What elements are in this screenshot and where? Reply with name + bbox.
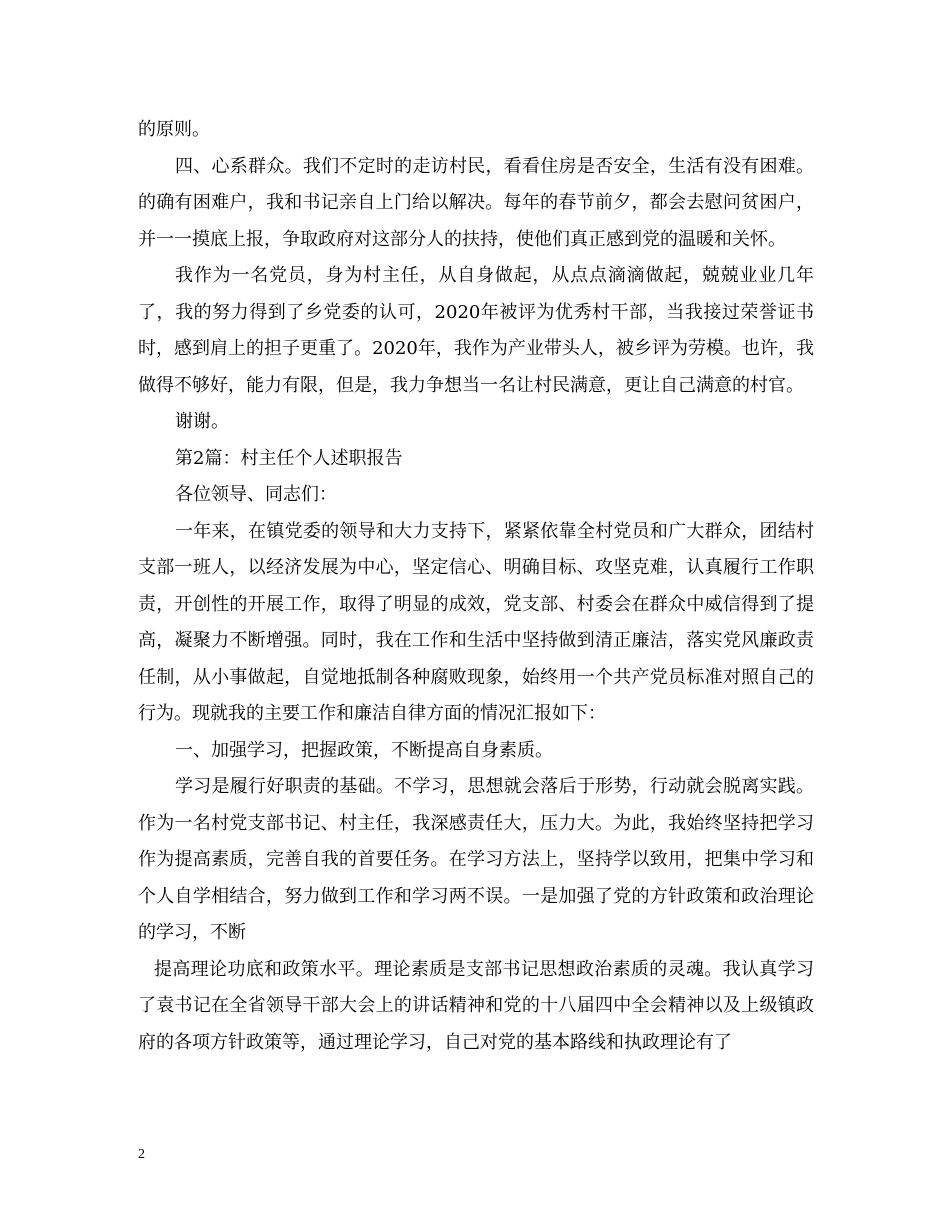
paragraph-theory-level: 提高理论功底和政策水平。理论素质是支部书记思想政治素质的灵魂。我认真学习了袁书记在全省领导干部大会上的讲话精神和党的十八届四中全会精神以及上级镇政府的各项方针政策等，通过理论学习，自己对党的基本路线和执政理论有了 xyxy=(138,958,814,1053)
paragraph-personal-statement: 我作为一名党员，身为村主任，从自身做起，从点点滴滴做起，兢兢业业几年了，我的努力得到了乡党委的认可，2020年被评为优秀村干部，当我接过荣誉证书时，感到肩上的担子更重了。2020年，我作为产业带头人，被乡评为劳模。也许，我做得不够好，能力有限，但是，我力争想当一名让村民满意，更让自己满意的村官。 xyxy=(138,265,814,396)
paragraph-thanks: 谢谢。 xyxy=(175,411,229,432)
salutation: 各位领导、同志们： xyxy=(175,484,337,505)
paragraph-continuation: 的原则。 xyxy=(138,119,210,140)
page-number: 2 xyxy=(138,1147,145,1162)
paragraph-learning: 学习是履行好职责的基础。不学习，思想就会落后于形势，行动就会脱离实践。作为一名村党支部书记、村主任，我深感责任大，压力大。为此，我始终坚持把学习作为提高素质，完善自我的首要任务。在学习方法上，坚持学以致用，把集中学习和个人自学相结合，努力做到工作和学习两不误。一是加强了党的方针政策和政治理论的学习，不断 xyxy=(138,776,814,943)
document-body xyxy=(138,112,814,1061)
paragraph-care-for-masses: 四、心系群众。我们不定时的走访村民，看看住房是否安全，生活有没有困难。的确有困难户，我和书记亲自上门给以解决。每年的春节前夕，都会去慰问贫困户，并一一摸底上报，争取政府对这部分人的扶持，使他们真正感到党的温暖和关怀。 xyxy=(138,155,814,250)
section-heading-report-2: 第2篇：村主任个人述职报告 xyxy=(175,447,403,469)
paragraph-year-summary: 一年来，在镇党委的领导和大力支持下，紧紧依靠全村党员和广大群众，团结村支部一班人，以经济发展为中心，坚定信心、明确目标、攻坚克难，认真履行工作职责，开创性的开展工作，取得了明显的成效，党支部、村委会在群众中威信得到了提高，凝聚力不断增强。同时，我在工作和生活中坚持做到清正廉洁，落实党风廉政责任制，从小事做起，自觉地抵制各种腐败现象，始终用一个共产党员标准对照自己的行为。现就我的主要工作和廉洁自律方面的情况汇报如下： xyxy=(138,520,814,724)
subheading-strengthen-learning: 一、加强学习，把握政策，不断提高自身素质。 xyxy=(175,739,553,761)
